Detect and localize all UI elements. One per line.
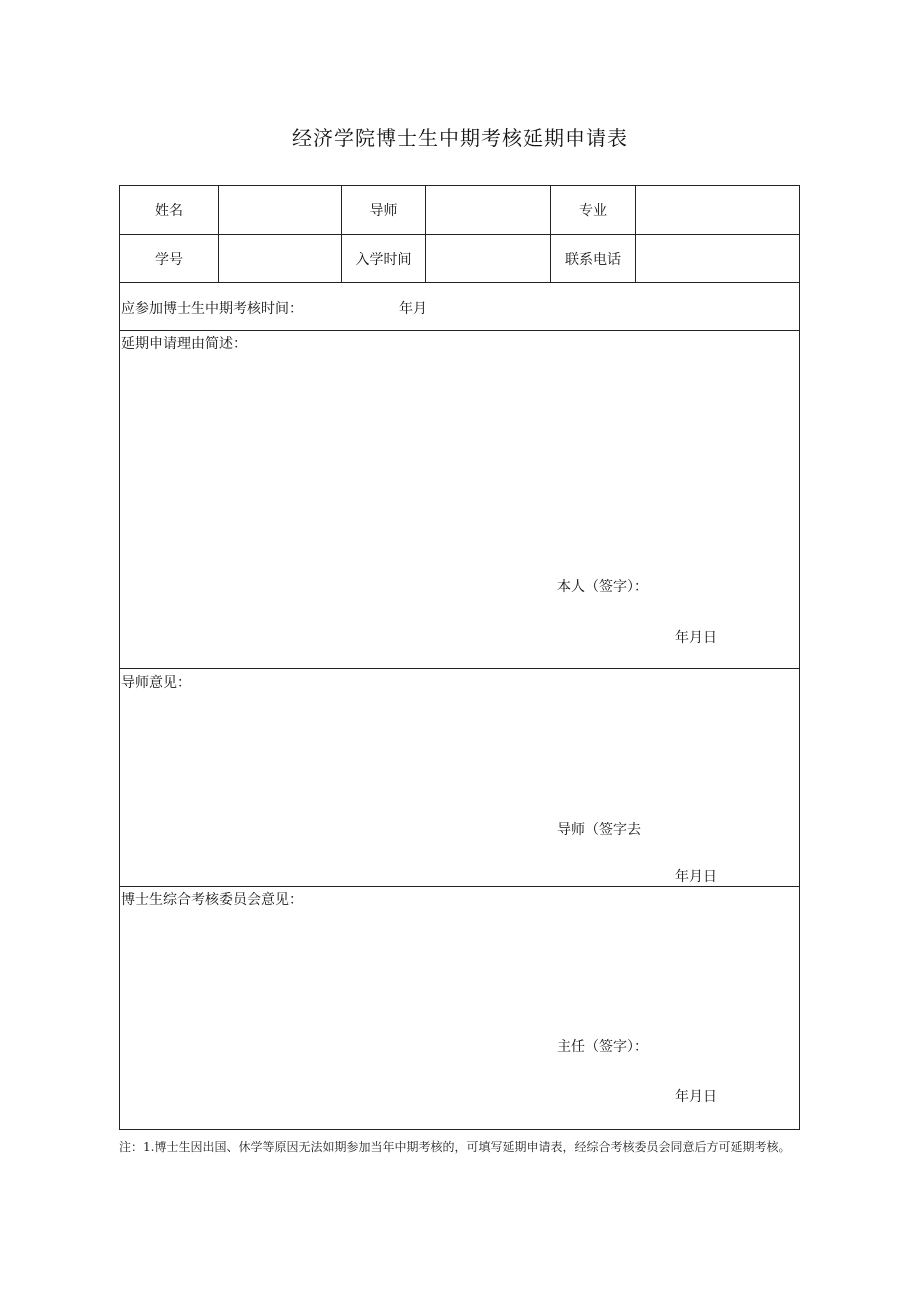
advisor-signature: 导师（签字去 <box>557 822 641 838</box>
section-divider <box>120 886 799 887</box>
enrollment-date-field[interactable] <box>426 235 550 282</box>
name-field[interactable] <box>219 186 341 234</box>
student-id-label: 学号 <box>155 251 183 268</box>
phone-label: 联系电话 <box>565 251 621 268</box>
name-label: 姓名 <box>155 203 183 219</box>
major-label: 专业 <box>579 203 607 219</box>
page-title: 经济学院博士生中期考核延期申请表 <box>292 126 628 150</box>
row-divider <box>120 282 799 283</box>
exam-time-label: 应参加博士生中期考核时间： <box>121 301 303 317</box>
advisor-opinion-label: 导师意见： <box>121 675 191 691</box>
advisor-label: 导师 <box>369 203 398 219</box>
exam-time-year-month: 年月 <box>399 301 427 317</box>
advisor-field[interactable] <box>426 186 550 234</box>
advisor-date: 年月日 <box>675 869 717 885</box>
application-form <box>119 185 800 1130</box>
major-field[interactable] <box>636 186 799 234</box>
applicant-date: 年月日 <box>675 630 717 646</box>
student-id-field[interactable] <box>219 235 341 282</box>
committee-signature: 主任（签字）： <box>557 1039 648 1055</box>
enrollment-date-label: 入学时间 <box>355 251 412 268</box>
phone-field[interactable] <box>636 235 799 282</box>
committee-opinion-label: 博士生综合考核委员会意见： <box>121 892 303 908</box>
committee-date: 年月日 <box>675 1089 717 1105</box>
footnote: 注：1.博士生因出国、休学等原因无法如期参加当年中期考核的，可填写延期申请表，经综合考核委员会同意后方可延期考核。 <box>119 1140 791 1154</box>
row-divider <box>120 330 799 331</box>
applicant-signature: 本人（签字）： <box>557 579 648 595</box>
section-divider <box>120 668 799 669</box>
reason-label: 延期申请理由简述： <box>121 336 247 352</box>
